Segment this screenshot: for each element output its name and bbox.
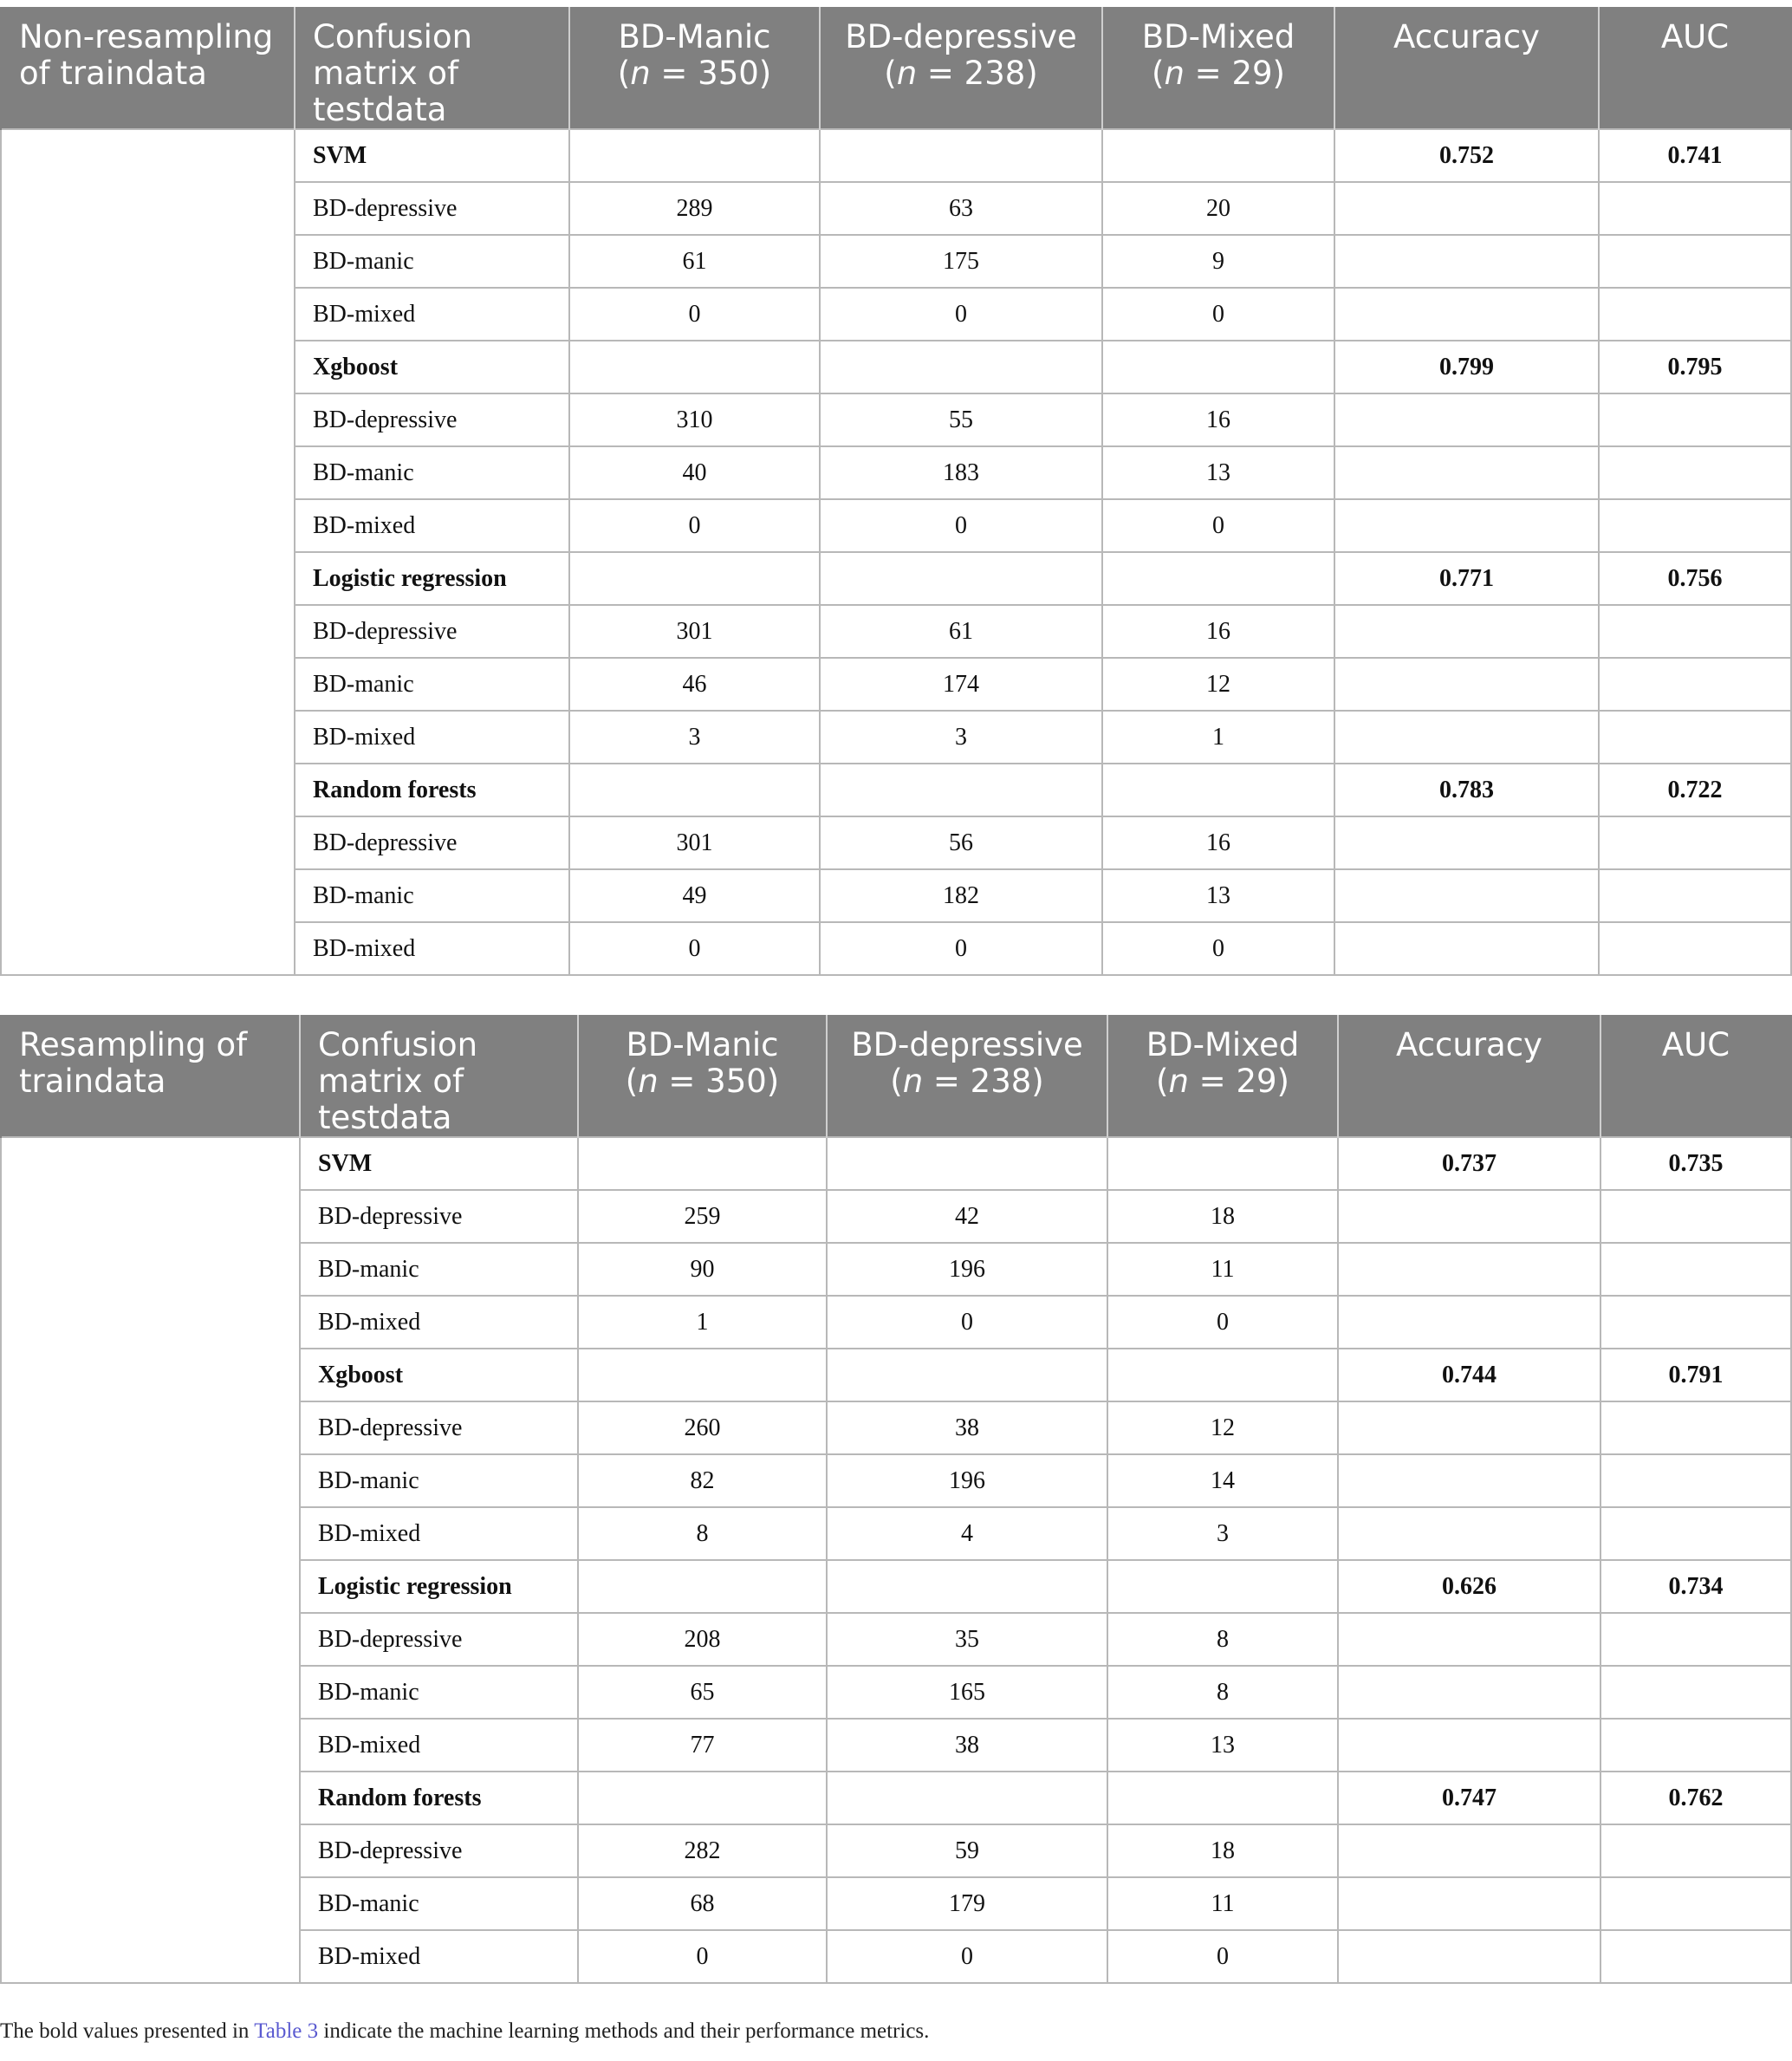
manic-count: 282 — [578, 1824, 827, 1877]
mixed-count: 16 — [1102, 816, 1334, 869]
depressive-header: BD-depressive (n = 238) — [827, 1015, 1107, 1137]
accuracy-value: 0.744 — [1338, 1349, 1600, 1401]
model-name: Logistic regression — [300, 1560, 578, 1613]
predicted-class-label: BD-mixed — [295, 499, 569, 552]
empty-cell — [1102, 129, 1334, 182]
empty-cell — [569, 764, 820, 816]
empty-cell — [1600, 1454, 1791, 1507]
manic-count: 260 — [578, 1401, 827, 1454]
accuracy-value: 0.737 — [1338, 1137, 1600, 1190]
manic-count: 8 — [578, 1507, 827, 1560]
model-name: SVM — [300, 1137, 578, 1190]
predicted-class-label: BD-mixed — [295, 711, 569, 764]
model-name: Random forests — [295, 764, 569, 816]
table-footnote — [0, 2019, 929, 2044]
manic-count: 310 — [569, 393, 820, 446]
manic-count: 289 — [569, 182, 820, 235]
accuracy-value: 0.752 — [1334, 129, 1599, 182]
empty-cell — [1102, 552, 1334, 605]
depressive-count: 42 — [827, 1190, 1107, 1243]
manic-count: 77 — [578, 1719, 827, 1772]
mixed-count: 18 — [1107, 1824, 1338, 1877]
empty-cell — [1600, 1243, 1791, 1296]
empty-cell — [1334, 499, 1599, 552]
empty-cell — [1338, 1719, 1600, 1772]
depressive-header: BD-depressive (n = 238) — [820, 7, 1102, 129]
mixed-count: 8 — [1107, 1613, 1338, 1666]
depressive-count: 63 — [820, 182, 1102, 235]
manic-header: BD-Manic (n = 350) — [578, 1015, 827, 1137]
manic-count: 0 — [569, 288, 820, 341]
manic-count: 259 — [578, 1190, 827, 1243]
table-body — [1, 129, 1791, 975]
empty-cell — [1338, 1613, 1600, 1666]
model-row — [1, 129, 1791, 182]
empty-cell — [1334, 658, 1599, 711]
predicted-class-label: BD-manic — [295, 446, 569, 499]
empty-cell — [1600, 1296, 1791, 1349]
empty-cell — [1600, 1824, 1791, 1877]
matrix-header: Confusion matrix of testdata — [295, 7, 569, 129]
empty-cell — [1334, 605, 1599, 658]
empty-cell — [578, 1772, 827, 1824]
mixed-count: 14 — [1107, 1454, 1338, 1507]
model-name: Logistic regression — [295, 552, 569, 605]
manic-count: 61 — [569, 235, 820, 288]
auc-header: AUC — [1600, 1015, 1791, 1137]
empty-cell — [820, 341, 1102, 393]
predicted-class-label: BD-mixed — [300, 1719, 578, 1772]
depressive-count: 183 — [820, 446, 1102, 499]
empty-cell — [1599, 235, 1791, 288]
manic-count: 90 — [578, 1243, 827, 1296]
auc-value: 0.762 — [1600, 1772, 1791, 1824]
mixed-count: 12 — [1102, 658, 1334, 711]
mixed-count: 18 — [1107, 1190, 1338, 1243]
empty-cell — [1334, 446, 1599, 499]
predicted-class-label: BD-manic — [300, 1877, 578, 1930]
model-name: Random forests — [300, 1772, 578, 1824]
empty-cell — [1334, 922, 1599, 975]
model-name: Xgboost — [295, 341, 569, 393]
empty-cell — [1599, 182, 1791, 235]
predicted-class-label: BD-depressive — [300, 1613, 578, 1666]
empty-cell — [569, 341, 820, 393]
auc-value: 0.741 — [1599, 129, 1791, 182]
empty-cell — [1599, 869, 1791, 922]
empty-cell — [1338, 1296, 1600, 1349]
mixed-count: 0 — [1102, 499, 1334, 552]
predicted-class-label: BD-depressive — [295, 816, 569, 869]
empty-cell — [1334, 393, 1599, 446]
empty-cell — [1102, 764, 1334, 816]
mixed-count: 0 — [1107, 1930, 1338, 1983]
empty-cell — [827, 1772, 1107, 1824]
matrix-header: Confusion matrix of testdata — [300, 1015, 578, 1137]
manic-count: 208 — [578, 1613, 827, 1666]
mixed-header: BD-Mixed (n = 29) — [1107, 1015, 1338, 1137]
mixed-count: 20 — [1102, 182, 1334, 235]
mixed-count: 0 — [1102, 922, 1334, 975]
accuracy-header: Accuracy — [1334, 7, 1599, 129]
empty-cell — [1334, 235, 1599, 288]
mixed-count: 8 — [1107, 1666, 1338, 1719]
accuracy-value: 0.771 — [1334, 552, 1599, 605]
mixed-count: 13 — [1107, 1719, 1338, 1772]
depressive-count: 182 — [820, 869, 1102, 922]
accuracy-value: 0.747 — [1338, 1772, 1600, 1824]
empty-cell — [1338, 1243, 1600, 1296]
manic-count: 68 — [578, 1877, 827, 1930]
predicted-class-label: BD-mixed — [295, 288, 569, 341]
empty-cell — [1600, 1190, 1791, 1243]
depressive-count: 38 — [827, 1401, 1107, 1454]
empty-cell — [578, 1560, 827, 1613]
depressive-count: 61 — [820, 605, 1102, 658]
accuracy-value: 0.799 — [1334, 341, 1599, 393]
depressive-count: 0 — [820, 922, 1102, 975]
empty-cell — [1334, 288, 1599, 341]
empty-cell — [1102, 341, 1334, 393]
footnote-text-before: The bold values presented in — [0, 2019, 255, 2043]
depressive-count: 59 — [827, 1824, 1107, 1877]
depressive-count: 55 — [820, 393, 1102, 446]
empty-cell — [820, 129, 1102, 182]
auc-value: 0.756 — [1599, 552, 1791, 605]
depressive-count: 175 — [820, 235, 1102, 288]
predicted-class-label: BD-depressive — [300, 1401, 578, 1454]
manic-count: 49 — [569, 869, 820, 922]
predicted-class-label: BD-manic — [295, 235, 569, 288]
mixed-count: 1 — [1102, 711, 1334, 764]
depressive-count: 35 — [827, 1613, 1107, 1666]
manic-count: 3 — [569, 711, 820, 764]
empty-cell — [1599, 711, 1791, 764]
empty-cell — [1599, 288, 1791, 341]
empty-cell — [1107, 1560, 1338, 1613]
predicted-class-label: BD-manic — [300, 1454, 578, 1507]
empty-cell — [1338, 1824, 1600, 1877]
empty-cell — [1338, 1877, 1600, 1930]
predicted-class-label: BD-depressive — [295, 182, 569, 235]
manic-count: 40 — [569, 446, 820, 499]
empty-cell — [1334, 182, 1599, 235]
empty-cell — [827, 1349, 1107, 1401]
accuracy-header: Accuracy — [1338, 1015, 1600, 1137]
depressive-count: 38 — [827, 1719, 1107, 1772]
empty-cell — [1107, 1772, 1338, 1824]
model-name: SVM — [295, 129, 569, 182]
group-label-header: Non-resampling of traindata — [1, 7, 295, 129]
empty-cell — [1600, 1613, 1791, 1666]
table-header — [1, 1015, 1791, 1137]
empty-cell — [1599, 499, 1791, 552]
depressive-count: 0 — [820, 499, 1102, 552]
empty-cell — [1600, 1666, 1791, 1719]
manic-count: 65 — [578, 1666, 827, 1719]
empty-cell — [1599, 605, 1791, 658]
empty-cell — [827, 1137, 1107, 1190]
empty-cell — [1107, 1137, 1338, 1190]
empty-cell — [1338, 1666, 1600, 1719]
empty-cell — [820, 764, 1102, 816]
depressive-count: 174 — [820, 658, 1102, 711]
footnote-text-after: indicate the machine learning methods and their performance metrics. — [318, 2019, 930, 2043]
empty-cell — [1338, 1454, 1600, 1507]
empty-cell — [1599, 922, 1791, 975]
accuracy-value: 0.783 — [1334, 764, 1599, 816]
depressive-count: 4 — [827, 1507, 1107, 1560]
empty-cell — [1600, 1401, 1791, 1454]
manic-count: 1 — [578, 1296, 827, 1349]
depressive-count: 196 — [827, 1454, 1107, 1507]
mixed-count: 16 — [1102, 393, 1334, 446]
mixed-count: 11 — [1107, 1243, 1338, 1296]
empty-cell — [578, 1349, 827, 1401]
accuracy-value: 0.626 — [1338, 1560, 1600, 1613]
empty-cell — [1338, 1507, 1600, 1560]
mixed-count: 11 — [1107, 1877, 1338, 1930]
empty-cell — [1599, 393, 1791, 446]
predicted-class-label: BD-depressive — [295, 393, 569, 446]
empty-cell — [1600, 1719, 1791, 1772]
empty-cell — [1600, 1507, 1791, 1560]
depressive-count: 0 — [820, 288, 1102, 341]
auc-value: 0.791 — [1600, 1349, 1791, 1401]
empty-cell — [569, 552, 820, 605]
depressive-count: 196 — [827, 1243, 1107, 1296]
empty-cell — [820, 552, 1102, 605]
model-name: Xgboost — [300, 1349, 578, 1401]
predicted-class-label: BD-depressive — [300, 1824, 578, 1877]
mixed-count: 13 — [1102, 446, 1334, 499]
predicted-class-label: BD-manic — [295, 869, 569, 922]
empty-cell — [569, 129, 820, 182]
manic-count: 46 — [569, 658, 820, 711]
predicted-class-label: BD-manic — [300, 1666, 578, 1719]
manic-count: 0 — [569, 499, 820, 552]
mixed-count: 12 — [1107, 1401, 1338, 1454]
empty-cell — [1599, 658, 1791, 711]
predicted-class-label: BD-mixed — [295, 922, 569, 975]
empty-cell — [578, 1137, 827, 1190]
auc-header: AUC — [1599, 7, 1791, 129]
empty-cell — [1599, 446, 1791, 499]
manic-count: 0 — [578, 1930, 827, 1983]
predicted-class-label: BD-mixed — [300, 1930, 578, 1983]
group-cell — [1, 1137, 300, 1983]
empty-cell — [1338, 1401, 1600, 1454]
mixed-count: 16 — [1102, 605, 1334, 658]
depressive-count: 0 — [827, 1930, 1107, 1983]
auc-value: 0.734 — [1600, 1560, 1791, 1613]
depressive-count: 165 — [827, 1666, 1107, 1719]
mixed-count: 13 — [1102, 869, 1334, 922]
mixed-header: BD-Mixed (n = 29) — [1102, 7, 1334, 129]
depressive-count: 0 — [827, 1296, 1107, 1349]
predicted-class-label: BD-manic — [295, 658, 569, 711]
manic-count: 301 — [569, 816, 820, 869]
manic-count: 301 — [569, 605, 820, 658]
mixed-count: 0 — [1102, 288, 1334, 341]
predicted-class-label: BD-depressive — [295, 605, 569, 658]
empty-cell — [1600, 1877, 1791, 1930]
group-label-header: Resampling of traindata — [1, 1015, 300, 1137]
predicted-class-label: BD-mixed — [300, 1296, 578, 1349]
empty-cell — [1599, 816, 1791, 869]
empty-cell — [1334, 869, 1599, 922]
empty-cell — [1107, 1349, 1338, 1401]
non-resampling-table — [0, 7, 1792, 976]
predicted-class-label: BD-depressive — [300, 1190, 578, 1243]
empty-cell — [1334, 711, 1599, 764]
group-cell — [1, 129, 295, 975]
predicted-class-label: BD-manic — [300, 1243, 578, 1296]
auc-value: 0.795 — [1599, 341, 1791, 393]
empty-cell — [1334, 816, 1599, 869]
mixed-count: 9 — [1102, 235, 1334, 288]
depressive-count: 56 — [820, 816, 1102, 869]
empty-cell — [1338, 1190, 1600, 1243]
manic-count: 82 — [578, 1454, 827, 1507]
mixed-count: 3 — [1107, 1507, 1338, 1560]
empty-cell — [827, 1560, 1107, 1613]
mixed-count: 0 — [1107, 1296, 1338, 1349]
table-header — [1, 7, 1791, 129]
predicted-class-label: BD-mixed — [300, 1507, 578, 1560]
empty-cell — [1338, 1930, 1600, 1983]
model-row — [1, 1137, 1791, 1190]
table-body — [1, 1137, 1791, 1983]
manic-header: BD-Manic (n = 350) — [569, 7, 820, 129]
auc-value: 0.735 — [1600, 1137, 1791, 1190]
resampling-table — [0, 1015, 1792, 1984]
empty-cell — [1600, 1930, 1791, 1983]
manic-count: 0 — [569, 922, 820, 975]
auc-value: 0.722 — [1599, 764, 1791, 816]
table-reference-link[interactable]: Table 3 — [254, 2019, 319, 2043]
depressive-count: 3 — [820, 711, 1102, 764]
depressive-count: 179 — [827, 1877, 1107, 1930]
